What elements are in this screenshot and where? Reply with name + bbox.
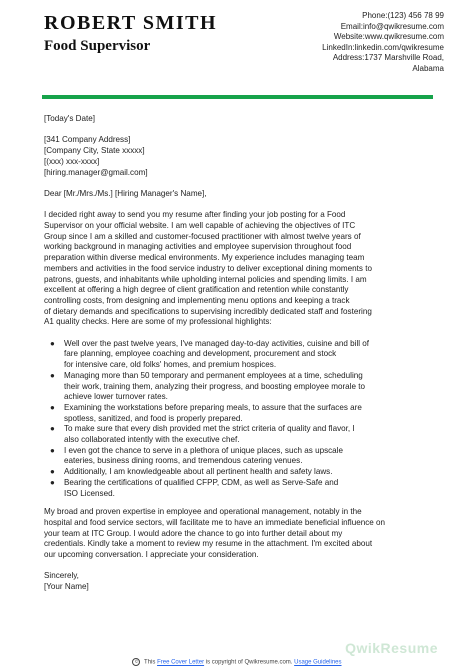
text-line: controlling costs, from designing and implementing menu options and keeping a track bbox=[44, 295, 350, 305]
text-line: preparation within diverse medical environments. My experience includes managing team bbox=[44, 253, 365, 263]
signoff: Sincerely, bbox=[44, 571, 79, 581]
intro-paragraph bbox=[44, 210, 436, 328]
text-line: fare planning, employee coaching and development, procurement and stock bbox=[64, 349, 337, 359]
contact-linkedin[interactable]: LinkedIn:linkedin.com/qwikresume bbox=[322, 42, 444, 52]
text-line: Bearing the certifications of qualified CFPP, CDM, as well as Serve-Safe and bbox=[64, 477, 339, 487]
contact-address: Address:1737 Marshville Road, bbox=[332, 53, 444, 63]
text-line: working background in managing activities and employee supervision throughout food bbox=[44, 242, 352, 252]
text-line: achieve lower turnover rates. bbox=[64, 392, 168, 402]
text-line: I even got the chance to serve in a plethora of unique places, such as upscale bbox=[64, 445, 343, 455]
header-divider bbox=[42, 95, 433, 99]
bullet-icon: ● bbox=[50, 402, 55, 412]
bullet-icon: ● bbox=[50, 445, 55, 455]
text-line: our upcoming conversation. I appreciate your consideration. bbox=[44, 550, 259, 560]
text-line: also collaborated intently with the executive chef. bbox=[64, 435, 240, 445]
text-line: hospital and food service sectors, will facilitate me to have an immediate beneficial influence on bbox=[44, 517, 386, 527]
text-line: ISO Licensed. bbox=[64, 488, 115, 498]
text-line: for intensive care, old folks' homes, and premium hospices. bbox=[64, 360, 277, 370]
recipient-line: [341 Company Address] bbox=[44, 135, 131, 145]
copyright-icon: © bbox=[132, 658, 140, 666]
text-line: To make sure that every dish provided met the strict criteria of quality and flavor, I bbox=[64, 424, 355, 434]
list-item bbox=[44, 467, 436, 478]
text-line: excellent at offering a high degree of client gratification and retention while constantly bbox=[44, 285, 349, 295]
list-item bbox=[44, 446, 436, 467]
list-item bbox=[44, 478, 436, 499]
contact-block bbox=[214, 11, 444, 75]
text-line: My broad and proven expertise in employee and operational management, notably in the bbox=[44, 507, 362, 517]
highlights-list bbox=[44, 339, 436, 500]
applicant-role: Food Supervisor bbox=[44, 38, 151, 54]
text-line: Supervisor on your official website. I am well capable of achieving the objectives of ITC bbox=[44, 220, 356, 230]
footer-text: is copyright of Qwikresume.com. bbox=[205, 659, 293, 666]
signature: [Your Name] bbox=[44, 582, 89, 592]
list-item bbox=[44, 339, 436, 371]
text-line: members and activities in the food service industry to deliver exceptional dining moments to bbox=[44, 263, 372, 273]
footer-text: This bbox=[144, 659, 156, 666]
bullet-icon: ● bbox=[50, 424, 55, 434]
recipient-line: [hiring.manager@gmail.com] bbox=[44, 167, 148, 177]
text-line: patrons, guests, and inhabitants while upholding internal policies and spending limits. I am bbox=[44, 274, 367, 284]
free-cover-letter-link[interactable]: Free Cover Letter bbox=[157, 659, 205, 666]
text-line: Well over the past twelve years, I've managed day-to-day activities, cuisine and bill of bbox=[64, 338, 370, 348]
text-line: Group since I am a skilled and customer-focused practitioner with almost twelve years of bbox=[44, 231, 361, 241]
text-line: your team at ITC Group. I would adore the chance to go into further detail about my bbox=[44, 528, 343, 538]
text-line: I decided right away to send you my resume after finding your job posting for a Food bbox=[44, 210, 346, 220]
recipient-address bbox=[44, 135, 436, 178]
bullet-icon: ● bbox=[50, 467, 55, 477]
text-line: Examining the workstations before preparing meals, to assure that the surfaces are bbox=[64, 402, 362, 412]
letter-body bbox=[44, 114, 436, 593]
usage-guidelines-link[interactable]: Usage Guidelines bbox=[294, 659, 342, 666]
bullet-icon: ● bbox=[50, 477, 55, 487]
bullet-icon: ● bbox=[50, 370, 55, 380]
text-line: eateries, business dining rooms, and tremendous catering venues. bbox=[64, 456, 303, 466]
salutation: Dear [Mr./Mrs./Ms.] [Hiring Manager's Name], bbox=[44, 188, 207, 198]
text-line: A1 quality checks. Here are some of my professional highlights: bbox=[44, 317, 272, 327]
recipient-line: [(xxx) xxx-xxxx] bbox=[44, 156, 100, 166]
text-line: credentials. Kindly take a moment to review my resume in the attachment. I'm excited about bbox=[44, 539, 373, 549]
text-line: spotless, sanitized, and food is properly prepared. bbox=[64, 413, 243, 423]
text-line: Managing more than 50 temporary and permanent employees at a time, scheduling bbox=[64, 370, 363, 380]
applicant-name: ROBERT SMITH bbox=[44, 12, 218, 34]
recipient-line: [Company City, State xxxxx] bbox=[44, 146, 145, 156]
contact-email[interactable]: Email:info@qwikresume.com bbox=[340, 21, 444, 31]
contact-address-line2: Alabama bbox=[412, 63, 444, 73]
copyright-footer bbox=[0, 658, 474, 666]
contact-phone: Phone:(123) 456 78 99 bbox=[362, 11, 444, 20]
letter-date: [Today's Date] bbox=[44, 114, 96, 123]
list-item bbox=[44, 371, 436, 403]
text-line: Additionally, I am knowledgeable about all pertinent health and safety laws. bbox=[64, 467, 333, 477]
brand-watermark: QwikResume bbox=[345, 640, 438, 656]
list-item bbox=[44, 424, 436, 445]
contact-website[interactable]: Website:www.qwikresume.com bbox=[333, 32, 444, 42]
text-line: their work, training them, analyzing their progress, and boosting employee morale to bbox=[64, 381, 365, 391]
closing-paragraph bbox=[44, 507, 436, 561]
bullet-icon: ● bbox=[50, 338, 55, 348]
list-item bbox=[44, 403, 436, 424]
signoff-block bbox=[44, 571, 436, 592]
text-line: of dietary demands and specifications to supervising incredibly dedicated staff and fostering bbox=[44, 306, 372, 316]
